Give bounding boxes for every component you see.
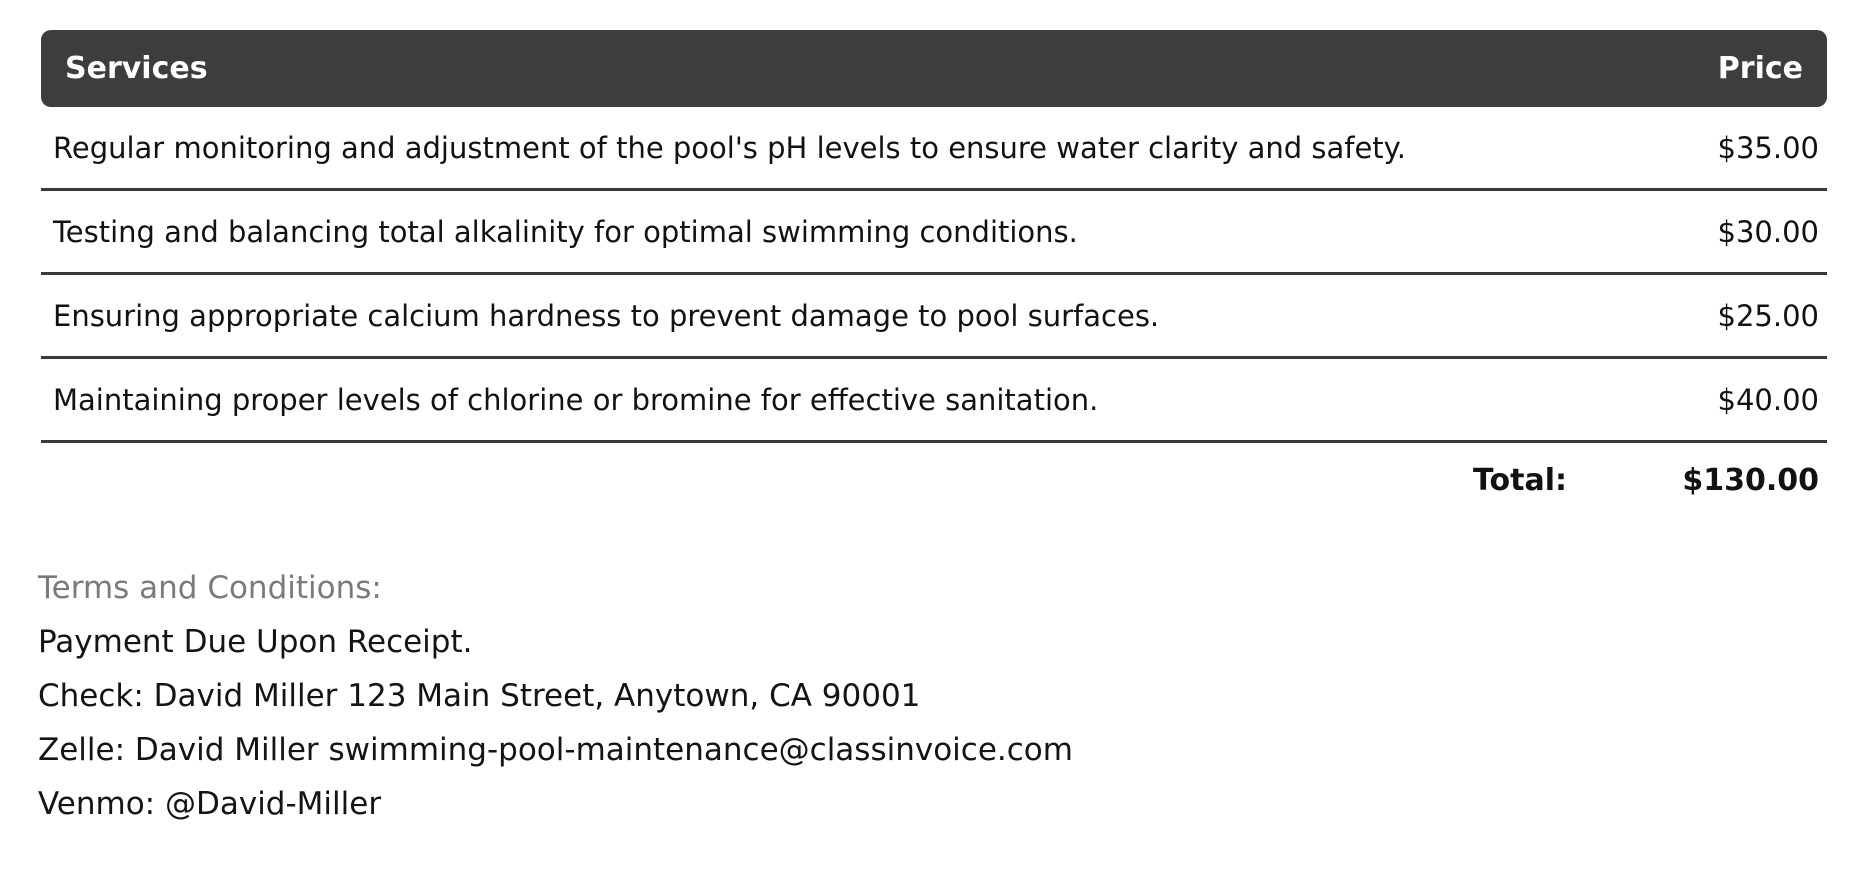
table-row bbox=[41, 359, 1827, 443]
header-row bbox=[41, 30, 1827, 107]
service-price: $40.00 bbox=[1567, 359, 1827, 443]
terms-and-conditions-section bbox=[38, 562, 1827, 832]
table-row bbox=[41, 191, 1827, 275]
terms-line-check: Check: David Miller 123 Main Street, Anytown, CA 90001 bbox=[38, 677, 921, 714]
total-label: Total: bbox=[1473, 463, 1567, 498]
service-description: Testing and balancing total alkalinity for optimal swimming conditions. bbox=[41, 191, 1567, 275]
terms-line-venmo: Venmo: @David-Miller bbox=[38, 785, 382, 822]
terms-line-zelle: Zelle: David Miller swimming-pool-maintenance@classinvoice.com bbox=[38, 731, 1073, 768]
services-table-header bbox=[41, 30, 1827, 107]
table-row bbox=[41, 275, 1827, 359]
table-row bbox=[41, 107, 1827, 191]
service-price: $35.00 bbox=[1567, 107, 1827, 191]
terms-line-payment-due: Payment Due Upon Receipt. bbox=[38, 623, 473, 660]
service-description: Ensuring appropriate calcium hardness to prevent damage to pool surfaces. bbox=[41, 275, 1567, 359]
total-value: $130.00 bbox=[1682, 463, 1819, 498]
total-row bbox=[41, 443, 1827, 512]
terms-heading: Terms and Conditions: bbox=[38, 570, 382, 606]
service-description: Regular monitoring and adjustment of the pool's pH levels to ensure water clarity and safety. bbox=[41, 107, 1567, 191]
services-column-header: Services bbox=[41, 30, 1567, 107]
price-column-header: Price bbox=[1567, 30, 1827, 107]
services-table-body bbox=[41, 107, 1827, 512]
service-description: Maintaining proper levels of chlorine or bromine for effective sanitation. bbox=[41, 359, 1567, 443]
services-table bbox=[41, 30, 1827, 512]
service-price: $25.00 bbox=[1567, 275, 1827, 359]
service-price: $30.00 bbox=[1567, 191, 1827, 275]
